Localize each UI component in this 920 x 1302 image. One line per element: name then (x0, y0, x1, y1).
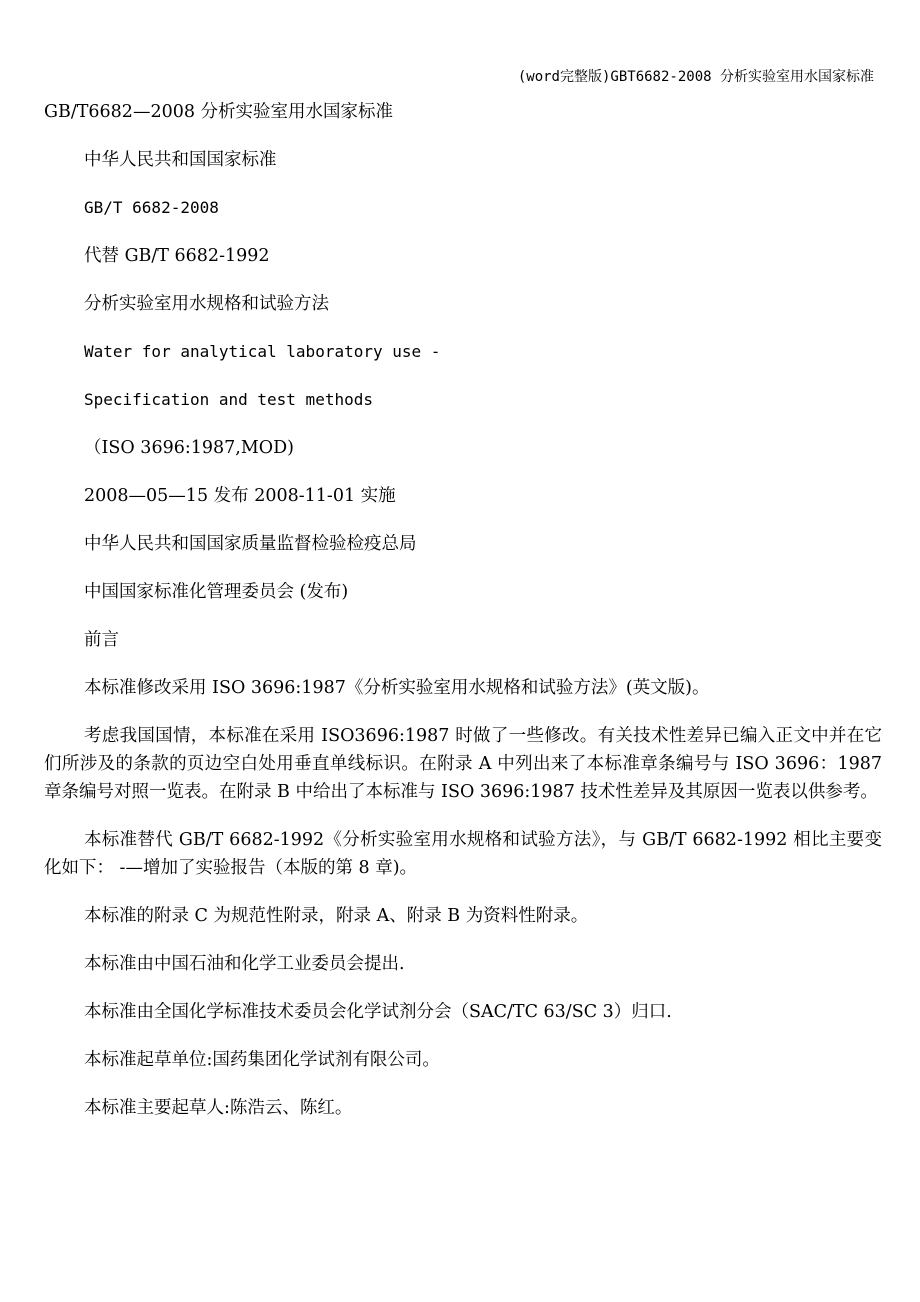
issuer-title: 中华人民共和国国家标准 (84, 150, 277, 170)
english-title-line1: Water for analytical laboratory use - (84, 342, 441, 361)
iso-reference: （ISO 3696:1987,MOD) (84, 438, 294, 458)
issue-dates: 2008—05—15 发布 2008-11-01 实施 (84, 486, 396, 506)
chinese-title: 分析实验室用水规格和试验方法 (84, 294, 329, 314)
issuer-line-1: 中华人民共和国国家质量监督检验检疫总局 (84, 534, 417, 554)
english-title-line2: Specification and test methods (84, 390, 373, 409)
foreword-paragraph: 本标准的附录 C 为规范性附录，附录 A、附录 B 为资料性附录。 (84, 906, 589, 926)
running-header: (word完整版)GBT6682-2008 分析实验室用水国家标准 (517, 69, 874, 85)
foreword-paragraph: 本标准由全国化学标准技术委员会化学试剂分会（SAC/TC 63/SC 3）归口. (84, 1002, 672, 1022)
standard-number: GB/T 6682-2008 (84, 198, 219, 217)
foreword-paragraph: 本标准由中国石油和化学工业委员会提出. (84, 954, 405, 974)
foreword-paragraph: 本标准修改采用 ISO 3696:1987《分析实验室用水规格和试验方法》(英文版)。 (84, 678, 710, 698)
foreword-paragraph: 考虑我国国情，本标准在采用 ISO3696:1987 时做了一些修改。有关技术性差异已编入正文中并在它们所涉及的条款的页边空白处用垂直单线标识。在附录 A 中列出来了本标准章条编号与 ISO 3696：1987 章条编号对照一览表。在附录 B 中给出了本标准与 ISO 3696:1987 技术性差异及其原因一览表以供参考。 (44, 726, 882, 802)
issuer-line-2: 中国国家标准化管理委员会 (发布) (84, 582, 349, 602)
document-body (44, 98, 882, 1142)
replaces-standard: 代替 GB/T 6682-1992 (84, 246, 270, 266)
foreword-heading: 前言 (84, 630, 119, 650)
document-title: GB/T6682—2008 分析实验室用水国家标准 (44, 102, 394, 122)
foreword-paragraph: 本标准替代 GB/T 6682-1992《分析实验室用水规格和试验方法》，与 GB/T 6682-1992 相比主要变化如下： -—增加了实验报告（本版的第 8 章)。 (44, 830, 882, 878)
foreword-paragraph: 本标准起草单位:国药集团化学试剂有限公司。 (84, 1050, 440, 1070)
foreword-paragraph: 本标准主要起草人:陈浩云、陈红。 (84, 1098, 353, 1118)
